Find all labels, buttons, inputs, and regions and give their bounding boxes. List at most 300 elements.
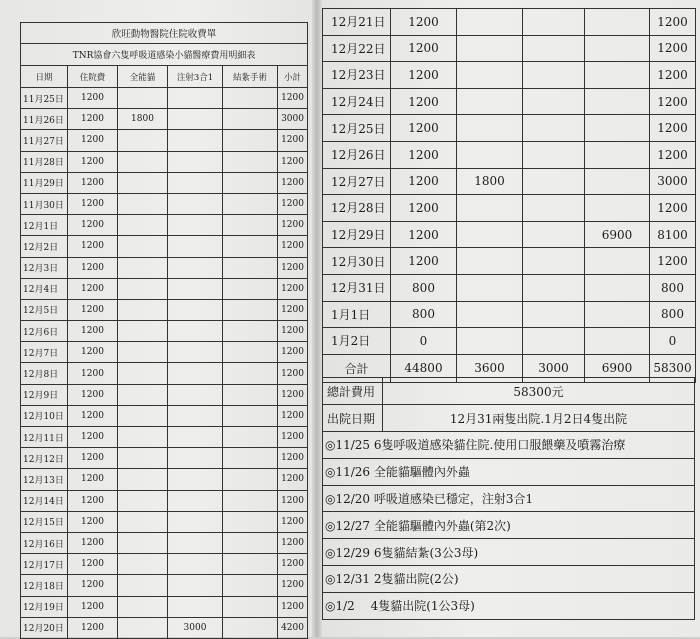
amount-cell: 1200 [68,384,118,405]
amount-cell [457,88,523,115]
table-row [21,532,308,553]
amount-cell: 1200 [278,575,308,596]
table-row [323,274,696,301]
document-subtitle: TNR協會六隻呼吸道感染小貓醫療費用明細表 [21,44,308,66]
table-row [21,321,308,342]
date-cell: 11月25日 [21,88,68,109]
amount-cell: 6900 [585,221,650,248]
table-row [21,215,308,236]
table-row [323,195,696,222]
table-row [21,427,308,448]
amount-cell: 1200 [391,35,457,62]
amount-cell: 1200 [68,321,118,342]
amount-cell [223,363,278,384]
date-cell: 12月30日 [323,248,391,275]
amount-cell [118,511,168,532]
amount-cell [118,321,168,342]
amount-cell [457,115,523,142]
amount-cell: 1200 [68,405,118,426]
column-header: 全能貓 [118,66,168,88]
amount-cell: 1200 [278,299,308,320]
date-cell: 12月19日 [21,596,68,617]
date-cell: 12月15日 [21,511,68,532]
amount-cell [118,575,168,596]
amount-cell [168,321,223,342]
note-row [323,539,695,566]
amount-cell: 1200 [68,596,118,617]
table-row [21,596,308,617]
note-row [323,458,695,485]
table-row [21,236,308,257]
date-cell: 12月29日 [323,221,391,248]
amount-cell [223,299,278,320]
amount-cell [118,236,168,257]
amount-cell [457,328,523,355]
amount-cell [457,195,523,222]
column-header: 小計 [278,66,308,88]
amount-cell [585,301,650,328]
discharge-label: 出院日期 [323,405,383,432]
total-cell: 3600 [457,354,523,382]
date-cell: 11月28日 [21,151,68,172]
date-cell: 12月4日 [21,278,68,299]
amount-cell: 1200 [68,236,118,257]
total-cell: 58300 [650,354,696,382]
amount-cell [168,151,223,172]
date-cell: 12月5日 [21,299,68,320]
table-row [21,363,308,384]
date-cell: 12月25日 [323,115,391,142]
note-row [323,432,695,459]
date-cell: 12月16日 [21,532,68,553]
treatment-notes [322,431,695,620]
amount-cell: 1800 [118,109,168,130]
table-row [21,490,308,511]
amount-cell [223,511,278,532]
amount-cell [223,427,278,448]
date-cell: 12月20日 [21,617,68,638]
amount-cell: 1200 [650,248,696,275]
amount-cell [523,141,585,168]
amount-cell: 1200 [391,62,457,89]
amount-cell: 1200 [278,596,308,617]
discharge-value: 12月31兩隻出院.1月2日4隻出院 [383,405,695,432]
table-row [21,617,308,638]
amount-cell [523,115,585,142]
amount-cell [168,554,223,575]
amount-cell: 1200 [68,109,118,130]
amount-cell [118,448,168,469]
amount-cell: 1200 [278,257,308,278]
table-row [21,448,308,469]
amount-cell: 1200 [650,195,696,222]
amount-cell: 1200 [391,221,457,248]
date-cell: 11月29日 [21,172,68,193]
amount-cell [223,490,278,511]
amount-cell: 1200 [278,384,308,405]
date-cell: 1月2日 [323,328,391,355]
amount-cell: 1200 [68,511,118,532]
amount-cell [585,115,650,142]
date-cell: 1月1日 [323,301,391,328]
amount-cell: 1200 [68,215,118,236]
amount-cell [223,405,278,426]
table-row [21,342,308,363]
summary-table [322,377,695,432]
amount-cell: 1200 [68,299,118,320]
table-row [21,405,308,426]
table-row [323,9,696,36]
amount-cell [523,35,585,62]
amount-cell [523,274,585,301]
amount-cell [523,328,585,355]
amount-cell: 1200 [391,168,457,195]
amount-cell [118,88,168,109]
amount-cell [223,554,278,575]
amount-cell [585,88,650,115]
amount-cell [585,328,650,355]
totals-label: 合計 [323,354,391,382]
amount-cell: 1200 [391,115,457,142]
amount-cell [168,299,223,320]
discharge-row [323,405,695,432]
amount-cell [223,321,278,342]
date-cell: 12月12日 [21,448,68,469]
amount-cell [585,168,650,195]
amount-cell [223,532,278,553]
note-text: ◎12/27 全能貓驅體內外蟲(第2次) [323,512,695,539]
date-cell: 12月1日 [21,215,68,236]
amount-cell [457,221,523,248]
amount-cell [118,427,168,448]
amount-cell [523,88,585,115]
amount-cell [168,88,223,109]
amount-cell: 1200 [68,130,118,151]
amount-cell: 1200 [68,427,118,448]
amount-cell [118,532,168,553]
table-row [21,384,308,405]
amount-cell: 1200 [278,490,308,511]
amount-cell [523,62,585,89]
amount-cell [223,448,278,469]
amount-cell: 1200 [278,236,308,257]
amount-cell: 1200 [68,448,118,469]
amount-cell [168,448,223,469]
amount-cell [585,195,650,222]
amount-cell [457,248,523,275]
hospital-fee-table-part2 [322,8,696,383]
amount-cell: 3000 [278,109,308,130]
date-cell: 12月17日 [21,554,68,575]
amount-cell [457,141,523,168]
date-cell: 12月31日 [323,274,391,301]
amount-cell [118,299,168,320]
date-cell: 12月7日 [21,342,68,363]
amount-cell: 800 [391,301,457,328]
amount-cell: 1200 [278,342,308,363]
table-row [323,115,696,142]
table-row [323,221,696,248]
date-cell: 12月18日 [21,575,68,596]
amount-cell [168,427,223,448]
amount-cell [168,342,223,363]
amount-cell: 1200 [278,554,308,575]
date-cell: 12月24日 [323,88,391,115]
amount-cell: 1200 [278,193,308,214]
note-text: ◎11/25 6隻呼吸道感染貓住院.使用口服餵藥及噴霧治療 [323,432,695,459]
amount-cell [223,88,278,109]
date-cell: 12月14日 [21,490,68,511]
amount-cell [118,384,168,405]
amount-cell: 1200 [278,130,308,151]
table-row [21,469,308,490]
date-cell: 12月13日 [21,469,68,490]
column-header: 日期 [21,66,68,88]
amount-cell: 800 [650,301,696,328]
amount-cell [118,469,168,490]
amount-cell [118,342,168,363]
table-row [323,141,696,168]
amount-cell [457,35,523,62]
date-cell: 12月8日 [21,363,68,384]
column-header: 結紮手術 [223,66,278,88]
amount-cell [168,575,223,596]
amount-cell [118,554,168,575]
amount-cell: 1200 [68,342,118,363]
grand-total-value: 58300元 [383,378,695,405]
amount-cell: 1200 [278,469,308,490]
amount-cell: 0 [650,328,696,355]
note-row [323,565,695,592]
amount-cell [457,301,523,328]
table-row [21,130,308,151]
amount-cell [168,109,223,130]
amount-cell [223,172,278,193]
date-cell: 12月3日 [21,257,68,278]
date-cell: 12月27日 [323,168,391,195]
amount-cell [118,130,168,151]
amount-cell [223,596,278,617]
table-row [21,554,308,575]
table-row [21,109,308,130]
amount-cell [118,363,168,384]
amount-cell [585,35,650,62]
amount-cell: 1200 [650,115,696,142]
amount-cell [523,9,585,36]
note-text: ◎12/31 2隻貓出院(2公) [323,565,695,592]
amount-cell [168,596,223,617]
table-row [21,193,308,214]
amount-cell: 1200 [391,88,457,115]
amount-cell [168,215,223,236]
amount-cell [223,130,278,151]
amount-cell: 1200 [650,141,696,168]
amount-cell: 1200 [650,9,696,36]
note-text: ◎11/26 全能貓驅體內外蟲 [323,458,695,485]
amount-cell: 0 [391,328,457,355]
amount-cell: 1200 [68,554,118,575]
amount-cell [118,490,168,511]
amount-cell [168,130,223,151]
amount-cell: 1200 [68,257,118,278]
amount-cell [118,215,168,236]
amount-cell [168,236,223,257]
amount-cell: 1200 [68,532,118,553]
amount-cell: 1200 [278,151,308,172]
table-row [323,88,696,115]
amount-cell [523,301,585,328]
amount-cell [223,215,278,236]
table-row [323,35,696,62]
amount-cell [118,151,168,172]
amount-cell [118,193,168,214]
amount-cell: 1200 [278,363,308,384]
amount-cell: 1200 [278,511,308,532]
note-text: ◎12/20 呼吸道感染已穩定，注射3合1 [323,485,695,512]
table-row [323,301,696,328]
table-row [21,278,308,299]
amount-cell: 1200 [278,215,308,236]
amount-cell [223,151,278,172]
amount-cell: 800 [391,274,457,301]
amount-cell [223,193,278,214]
amount-cell [168,405,223,426]
amount-cell [168,193,223,214]
amount-cell: 800 [650,274,696,301]
amount-cell [118,596,168,617]
date-cell: 12月28日 [323,195,391,222]
amount-cell [168,257,223,278]
amount-cell [523,168,585,195]
column-header-row [21,66,308,88]
amount-cell: 1200 [68,617,118,638]
amount-cell: 1200 [650,88,696,115]
amount-cell [585,62,650,89]
amount-cell: 1200 [278,532,308,553]
note-row [323,512,695,539]
amount-cell: 8100 [650,221,696,248]
amount-cell: 1200 [68,469,118,490]
amount-cell [118,617,168,638]
table-row [21,151,308,172]
amount-cell: 1200 [278,427,308,448]
amount-cell: 1200 [650,62,696,89]
amount-cell [223,257,278,278]
total-cell: 3000 [523,354,585,382]
date-cell: 11月26日 [21,109,68,130]
amount-cell [223,278,278,299]
table-row [21,257,308,278]
amount-cell: 1200 [68,193,118,214]
amount-cell [585,248,650,275]
table-row [323,168,696,195]
amount-cell [585,9,650,36]
date-cell: 12月23日 [323,62,391,89]
grand-total-row [323,378,695,405]
table-row [21,172,308,193]
amount-cell: 1200 [278,405,308,426]
table-row [21,575,308,596]
amount-cell [168,172,223,193]
amount-cell: 4200 [278,617,308,638]
date-cell: 12月22日 [323,35,391,62]
amount-cell: 1200 [650,35,696,62]
amount-cell [457,9,523,36]
amount-cell: 1200 [68,278,118,299]
date-cell: 12月11日 [21,427,68,448]
amount-cell: 3000 [650,168,696,195]
amount-cell: 1200 [278,172,308,193]
amount-cell [523,248,585,275]
total-cell: 44800 [391,354,457,382]
amount-cell [168,490,223,511]
amount-cell: 1200 [278,278,308,299]
hospital-fee-table-part1 [20,22,308,639]
amount-cell: 1200 [68,172,118,193]
date-cell: 11月27日 [21,130,68,151]
date-cell: 11月30日 [21,193,68,214]
date-cell: 12月9日 [21,384,68,405]
amount-cell [168,384,223,405]
amount-cell [223,109,278,130]
amount-cell: 1200 [391,9,457,36]
amount-cell [223,236,278,257]
amount-cell [223,342,278,363]
column-header: 住院費 [68,66,118,88]
date-cell: 12月6日 [21,321,68,342]
amount-cell [168,363,223,384]
date-cell: 12月21日 [323,9,391,36]
grand-total-label: 總計費用 [323,378,383,405]
amount-cell: 1200 [391,141,457,168]
note-row [323,592,695,619]
amount-cell: 1200 [68,363,118,384]
amount-cell [223,469,278,490]
amount-cell: 1200 [278,448,308,469]
table-row [21,299,308,320]
amount-cell: 1200 [68,575,118,596]
table-row [21,88,308,109]
amount-cell: 1200 [391,195,457,222]
amount-cell [118,405,168,426]
amount-cell [523,221,585,248]
date-cell: 12月2日 [21,236,68,257]
amount-cell: 1200 [68,88,118,109]
note-row [323,485,695,512]
amount-cell: 1200 [68,151,118,172]
amount-cell [223,575,278,596]
table-row [323,248,696,275]
amount-cell [168,511,223,532]
amount-cell: 1200 [278,88,308,109]
amount-cell: 1800 [457,168,523,195]
amount-cell: 1200 [391,248,457,275]
column-header: 注射3合1 [168,66,223,88]
amount-cell: 3000 [168,617,223,638]
book-gutter [312,0,322,637]
amount-cell [168,532,223,553]
amount-cell [457,62,523,89]
amount-cell [118,172,168,193]
amount-cell [168,278,223,299]
table-row [323,62,696,89]
amount-cell [585,141,650,168]
amount-cell [523,195,585,222]
amount-cell: 1200 [278,321,308,342]
document-title: 欣旺動物醫院住院收費單 [21,23,308,44]
date-cell: 12月26日 [323,141,391,168]
note-text: ◎12/29 6隻貓結紮(3公3母) [323,539,695,566]
